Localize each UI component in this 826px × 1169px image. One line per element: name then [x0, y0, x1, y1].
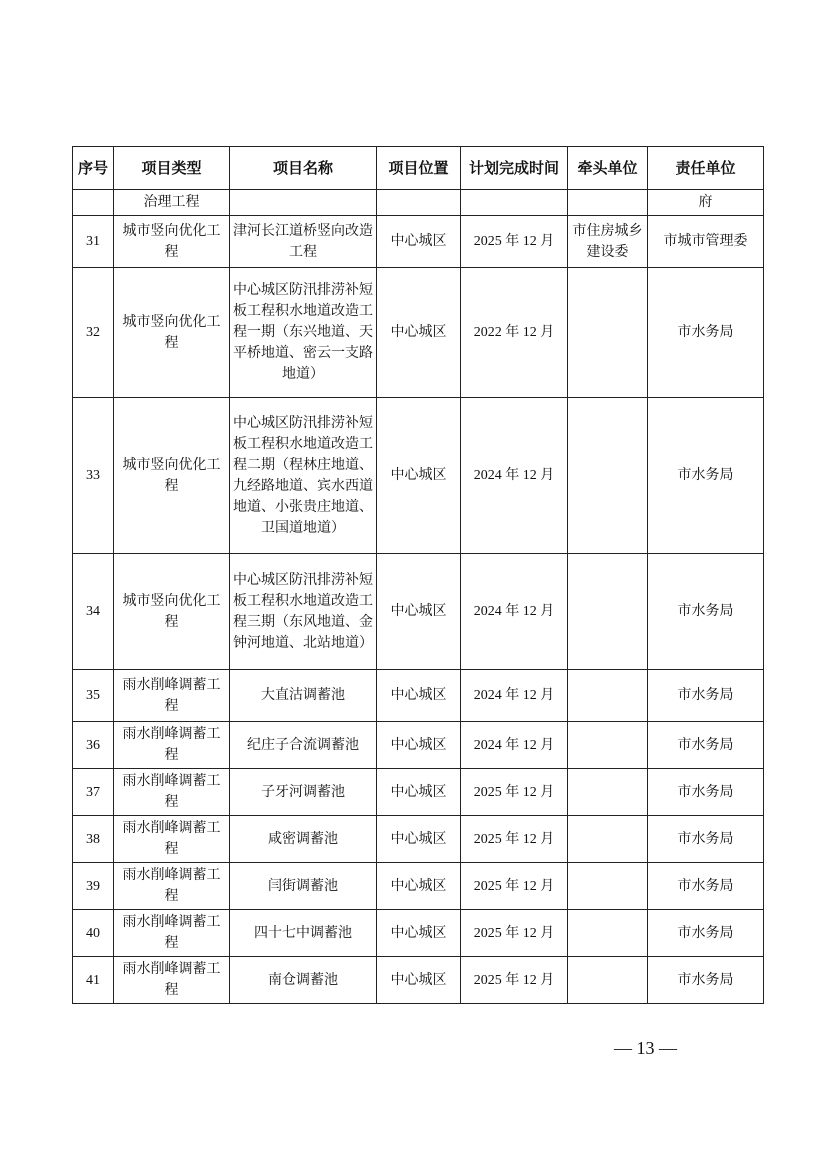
cell-name: 咸密调蓄池 — [230, 816, 377, 863]
cell-lead — [568, 910, 648, 957]
cell-time — [461, 190, 568, 216]
table-row — [73, 910, 764, 957]
cell-location: 中心城区 — [377, 216, 461, 268]
cell-type: 城市竖向优化工程 — [114, 268, 230, 398]
cell-responsible: 市水务局 — [648, 398, 764, 554]
table-row — [73, 769, 764, 816]
cell-type: 雨水削峰调蓄工程 — [114, 769, 230, 816]
cell-type: 治理工程 — [114, 190, 230, 216]
cell-type: 城市竖向优化工程 — [114, 398, 230, 554]
page-number: — 13 — — [614, 1038, 677, 1058]
cell-lead — [568, 769, 648, 816]
table-row — [73, 216, 764, 268]
cell-lead — [568, 816, 648, 863]
cell-name: 中心城区防汛排涝补短板工程积水地道改造工程二期（程林庄地道、九经路地道、宾水西道地道、小张贵庄地道、卫国道地道） — [230, 398, 377, 554]
cell-name: 南仓调蓄池 — [230, 957, 377, 1004]
cell-name: 大直沽调蓄池 — [230, 670, 377, 722]
cell-lead: 市住房城乡建设委 — [568, 216, 648, 268]
cell-location: 中心城区 — [377, 816, 461, 863]
cell-no: 34 — [73, 554, 114, 670]
cell-location — [377, 190, 461, 216]
cell-time: 2022 年 12 月 — [461, 268, 568, 398]
cell-name: 闫街调蓄池 — [230, 863, 377, 910]
cell-lead — [568, 268, 648, 398]
cell-type: 雨水削峰调蓄工程 — [114, 957, 230, 1004]
cell-no: 35 — [73, 670, 114, 722]
cell-no: 32 — [73, 268, 114, 398]
cell-lead — [568, 670, 648, 722]
cell-time: 2024 年 12 月 — [461, 670, 568, 722]
continuation-row — [73, 190, 764, 216]
header-location: 项目位置 — [377, 147, 461, 190]
cell-responsible: 市水务局 — [648, 722, 764, 769]
cell-no — [73, 190, 114, 216]
cell-location: 中心城区 — [377, 957, 461, 1004]
cell-responsible: 市水务局 — [648, 554, 764, 670]
header-type: 项目类型 — [114, 147, 230, 190]
cell-type: 雨水削峰调蓄工程 — [114, 816, 230, 863]
cell-name: 四十七中调蓄池 — [230, 910, 377, 957]
cell-lead — [568, 863, 648, 910]
cell-lead — [568, 190, 648, 216]
cell-responsible: 市水务局 — [648, 863, 764, 910]
cell-type: 城市竖向优化工程 — [114, 554, 230, 670]
cell-no: 41 — [73, 957, 114, 1004]
cell-type: 雨水削峰调蓄工程 — [114, 910, 230, 957]
cell-no: 33 — [73, 398, 114, 554]
cell-time: 2024 年 12 月 — [461, 554, 568, 670]
cell-location: 中心城区 — [377, 268, 461, 398]
cell-type: 雨水削峰调蓄工程 — [114, 863, 230, 910]
header-time: 计划完成时间 — [461, 147, 568, 190]
cell-name: 中心城区防汛排涝补短板工程积水地道改造工程一期（东兴地道、天平桥地道、密云一支路地道） — [230, 268, 377, 398]
project-table — [72, 146, 764, 1004]
cell-location: 中心城区 — [377, 769, 461, 816]
cell-no: 37 — [73, 769, 114, 816]
header-no: 序号 — [73, 147, 114, 190]
cell-time: 2024 年 12 月 — [461, 722, 568, 769]
cell-lead — [568, 554, 648, 670]
cell-name: 中心城区防汛排涝补短板工程积水地道改造工程三期（东风地道、金钟河地道、北站地道） — [230, 554, 377, 670]
cell-lead — [568, 722, 648, 769]
cell-responsible: 府 — [648, 190, 764, 216]
cell-time: 2025 年 12 月 — [461, 769, 568, 816]
header-lead: 牵头单位 — [568, 147, 648, 190]
cell-responsible: 市水务局 — [648, 769, 764, 816]
cell-location: 中心城区 — [377, 554, 461, 670]
table-row — [73, 398, 764, 554]
cell-no: 38 — [73, 816, 114, 863]
cell-time: 2025 年 12 月 — [461, 957, 568, 1004]
table-row — [73, 816, 764, 863]
cell-time: 2025 年 12 月 — [461, 816, 568, 863]
cell-name: 纪庄子合流调蓄池 — [230, 722, 377, 769]
cell-responsible: 市城市管理委 — [648, 216, 764, 268]
table-row — [73, 722, 764, 769]
cell-responsible: 市水务局 — [648, 268, 764, 398]
cell-type: 雨水削峰调蓄工程 — [114, 722, 230, 769]
cell-location: 中心城区 — [377, 722, 461, 769]
cell-name: 津河长江道桥竖向改造工程 — [230, 216, 377, 268]
cell-no: 36 — [73, 722, 114, 769]
cell-lead — [568, 398, 648, 554]
cell-no: 31 — [73, 216, 114, 268]
cell-location: 中心城区 — [377, 398, 461, 554]
cell-location: 中心城区 — [377, 863, 461, 910]
header-row — [73, 147, 764, 190]
cell-location: 中心城区 — [377, 670, 461, 722]
cell-time: 2025 年 12 月 — [461, 863, 568, 910]
cell-responsible: 市水务局 — [648, 670, 764, 722]
cell-location: 中心城区 — [377, 910, 461, 957]
cell-time: 2025 年 12 月 — [461, 216, 568, 268]
cell-time: 2025 年 12 月 — [461, 910, 568, 957]
table-row — [73, 863, 764, 910]
cell-type: 城市竖向优化工程 — [114, 216, 230, 268]
table-row — [73, 957, 764, 1004]
cell-responsible: 市水务局 — [648, 816, 764, 863]
cell-no: 39 — [73, 863, 114, 910]
table-row — [73, 268, 764, 398]
table-row — [73, 670, 764, 722]
cell-name: 子牙河调蓄池 — [230, 769, 377, 816]
header-name: 项目名称 — [230, 147, 377, 190]
cell-type: 雨水削峰调蓄工程 — [114, 670, 230, 722]
cell-lead — [568, 957, 648, 1004]
table-row — [73, 554, 764, 670]
cell-responsible: 市水务局 — [648, 957, 764, 1004]
cell-name — [230, 190, 377, 216]
cell-time: 2024 年 12 月 — [461, 398, 568, 554]
cell-no: 40 — [73, 910, 114, 957]
cell-responsible: 市水务局 — [648, 910, 764, 957]
header-responsible: 责任单位 — [648, 147, 764, 190]
